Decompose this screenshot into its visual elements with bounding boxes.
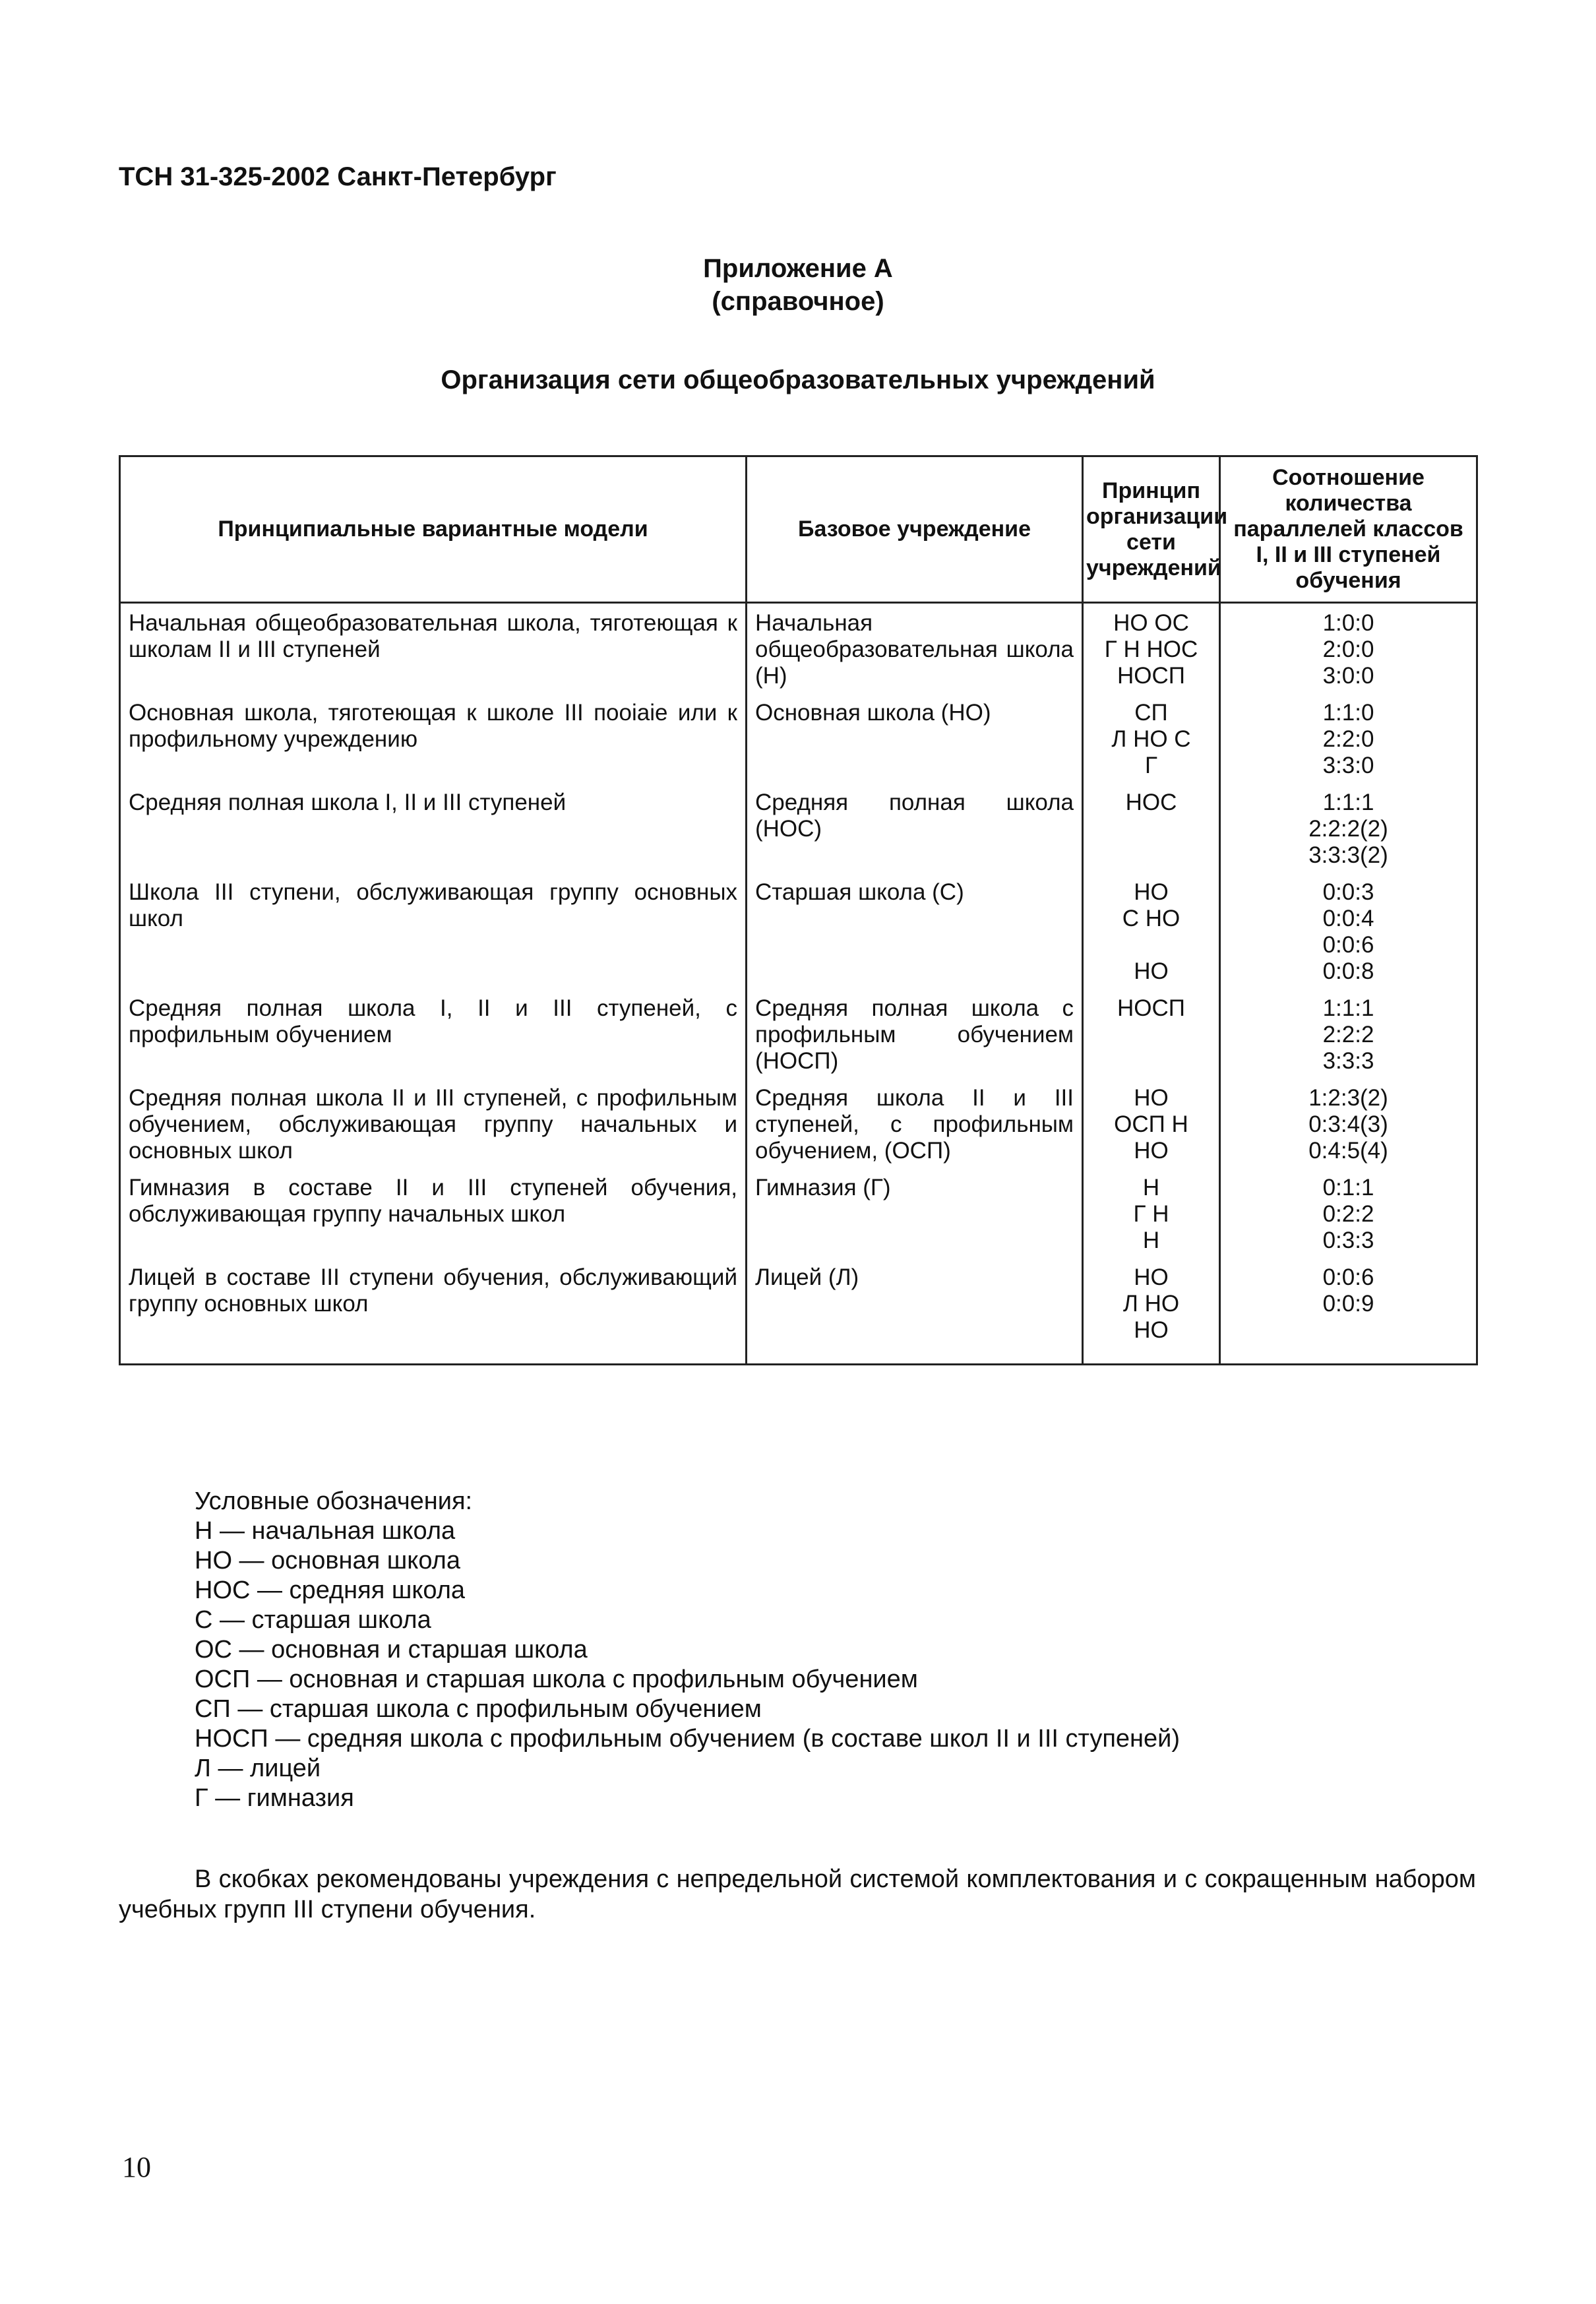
cell-organization-principle (1083, 1262, 1220, 1365)
principle-line: НО (1134, 1264, 1169, 1290)
principle-line: НО (1134, 1317, 1169, 1343)
cell-organization-principle (1083, 603, 1220, 698)
table-row (120, 603, 1477, 698)
cell-base-institution: Старшая школа (С) (747, 877, 1083, 993)
cell-class-ratio (1220, 1262, 1477, 1365)
cell-class-ratio (1220, 1082, 1477, 1172)
principle-line: Л НО (1122, 1291, 1180, 1317)
cell-class-ratio (1220, 697, 1477, 787)
table-title: Организация сети общеобразовательных учреждений (441, 365, 1155, 394)
cell-organization-principle (1083, 877, 1220, 993)
principle-line: Л НО С (1111, 726, 1191, 752)
ratio-line: 3:3:0 (1322, 753, 1374, 778)
cell-class-ratio (1220, 603, 1477, 698)
ratio-line: 2:2:2 (1322, 1022, 1374, 1047)
ratio-line: 2:0:0 (1322, 637, 1374, 662)
ratio-line: 0:0:6 (1322, 1264, 1374, 1290)
cell-base-institution: Средняя полная школа (НОС) (747, 787, 1083, 877)
legend-item: Н — начальная школа (195, 1517, 456, 1545)
ratio-line: 1:2:3(2) (1308, 1085, 1388, 1111)
principle-line: СП (1134, 700, 1168, 726)
legend-item: С — старшая школа (195, 1606, 431, 1634)
ratio-line: 1:1:1 (1322, 995, 1374, 1021)
ratio-line: 1:1:0 (1322, 700, 1374, 726)
principle-line: НО (1134, 958, 1169, 984)
table-row (120, 1172, 1477, 1262)
cell-model: Средняя полная школа II и III ступеней, с профильным обучением, обслуживающая группу начальных и основных школ (120, 1082, 747, 1172)
cell-model: Школа III ступени, обслуживающая группу основных школ (120, 877, 747, 993)
document-code-header: ТСН 31-325-2002 Санкт-Петербург (119, 162, 557, 191)
cell-organization-principle (1083, 993, 1220, 1082)
ratio-line: 0:4:5(4) (1308, 1138, 1388, 1164)
ratio-line: 0:2:2 (1322, 1201, 1374, 1227)
cell-class-ratio (1220, 1172, 1477, 1262)
cell-organization-principle (1083, 787, 1220, 877)
school-network-table (119, 455, 1478, 1365)
appendix-heading (0, 252, 1596, 318)
cell-base-institution: Лицей (Л) (747, 1262, 1083, 1365)
ratio-line: 0:0:3 (1322, 879, 1374, 905)
table-body (120, 603, 1477, 1365)
legend-item: ОСП — основная и старшая школа с профильным обучением (195, 1666, 918, 1693)
table-row (120, 993, 1477, 1082)
principle-line: Г Н НОС (1104, 637, 1198, 662)
appendix-subtitle: (справочное) (712, 287, 884, 316)
principle-line: Н (1142, 1175, 1160, 1200)
table-row (120, 1082, 1477, 1172)
cell-model: Основная школа, тяготеющая к школе III пooiaie или к профильному учреждению (120, 697, 747, 787)
legend-item: СП — старшая школа с профильным обучением (195, 1695, 762, 1723)
cell-organization-principle (1083, 1172, 1220, 1262)
principle-line: С НО (1122, 906, 1181, 931)
ratio-line: 0:0:6 (1322, 932, 1374, 958)
principle-line: НО ОС (1113, 610, 1189, 636)
principle-line: НО (1134, 1138, 1169, 1164)
ratio-line: 2:2:0 (1322, 726, 1374, 752)
ratio-line: 0:0:4 (1322, 906, 1374, 931)
header-organization-principle: Принцип организации сети учреждений (1083, 456, 1220, 603)
ratio-line: 1:1:1 (1322, 790, 1374, 815)
ratio-line: 3:0:0 (1322, 663, 1374, 689)
cell-base-institution: Средняя полная школа с профильным обучением (НОСП) (747, 993, 1083, 1082)
principle-line: НОСП (1117, 663, 1185, 689)
legend-item: НОСП — средняя школа с профильным обучением (в составе школ II и III ступеней) (195, 1725, 1181, 1753)
principle-line (1091, 932, 1211, 958)
cell-base-institution: Гимназия (Г) (747, 1172, 1083, 1262)
principle-line: Г (1145, 753, 1157, 778)
table-row (120, 1262, 1477, 1365)
table-row (120, 787, 1477, 877)
principle-line: НОС (1125, 790, 1177, 815)
cell-base-institution: Основная школа (НО) (747, 697, 1083, 787)
cell-class-ratio (1220, 993, 1477, 1082)
ratio-line: 0:1:1 (1322, 1175, 1374, 1200)
cell-model: Начальная общеобразовательная школа, тяготеющая к школам II и III ступеней (120, 603, 747, 698)
ratio-line: 2:2:2(2) (1308, 816, 1388, 842)
cell-base-institution: Средняя школа II и III ступеней, с профильным обучением, (ОСП) (747, 1082, 1083, 1172)
legend-item: НОС — средняя школа (195, 1576, 466, 1604)
ratio-line: 3:3:3(2) (1308, 842, 1388, 868)
cell-model: Лицей в составе III ступени обучения, обслуживающий группу основных школ (120, 1262, 747, 1365)
principle-line: ОСП Н (1114, 1111, 1188, 1137)
header-base-institution: Базовое учреждение (747, 456, 1083, 603)
legend-item: ОС — основная и старшая школа (195, 1636, 588, 1664)
appendix-title: Приложение А (703, 254, 893, 283)
footnote: В скобках рекомендованы учреждения с непредельной системой комплектования и с сокращенным набором учебных групп III ступени обучения. (119, 1865, 1476, 1923)
cell-organization-principle (1083, 697, 1220, 787)
legend-item: Г — гимназия (195, 1784, 354, 1812)
principle-line: Н (1142, 1228, 1160, 1253)
table-row (120, 877, 1477, 993)
table-header-row (120, 456, 1477, 603)
cell-class-ratio (1220, 877, 1477, 993)
ratio-line: 0:3:4(3) (1308, 1111, 1388, 1137)
legend-title: Условные обозначения: (195, 1487, 473, 1515)
ratio-line: 0:3:3 (1322, 1228, 1374, 1253)
cell-organization-principle (1083, 1082, 1220, 1172)
legend-item: Л — лицей (195, 1755, 321, 1782)
cell-class-ratio (1220, 787, 1477, 877)
legend (195, 1487, 1180, 1813)
ratio-line: 0:0:9 (1322, 1291, 1374, 1317)
cell-model: Гимназия в составе II и III ступеней обучения, обслуживающая группу начальных школ (120, 1172, 747, 1262)
page-number: 10 (122, 2151, 151, 2183)
cell-base-institution: Начальная общеобразовательная школа (Н) (747, 603, 1083, 698)
header-models: Принципиальные вариантные модели (120, 456, 747, 603)
principle-line: НОСП (1117, 995, 1185, 1021)
header-class-ratio: Соотношение количества параллелей классов I, II и III ступеней обучения (1220, 456, 1477, 603)
cell-model: Средняя полная школа I, II и III ступеней (120, 787, 747, 877)
legend-item: НО — основная школа (195, 1547, 460, 1574)
principle-line: НО (1134, 1085, 1169, 1111)
ratio-line: 1:0:0 (1322, 610, 1374, 636)
ratio-line: 0:0:8 (1322, 958, 1374, 984)
ratio-line: 3:3:3 (1322, 1048, 1374, 1074)
legend-items (195, 1516, 1180, 1813)
table-row (120, 697, 1477, 787)
principle-line: НО (1134, 879, 1169, 905)
principle-line: Г Н (1133, 1201, 1169, 1227)
cell-model: Средняя полная школа I, II и III ступеней, с профильным обучением (120, 993, 747, 1082)
